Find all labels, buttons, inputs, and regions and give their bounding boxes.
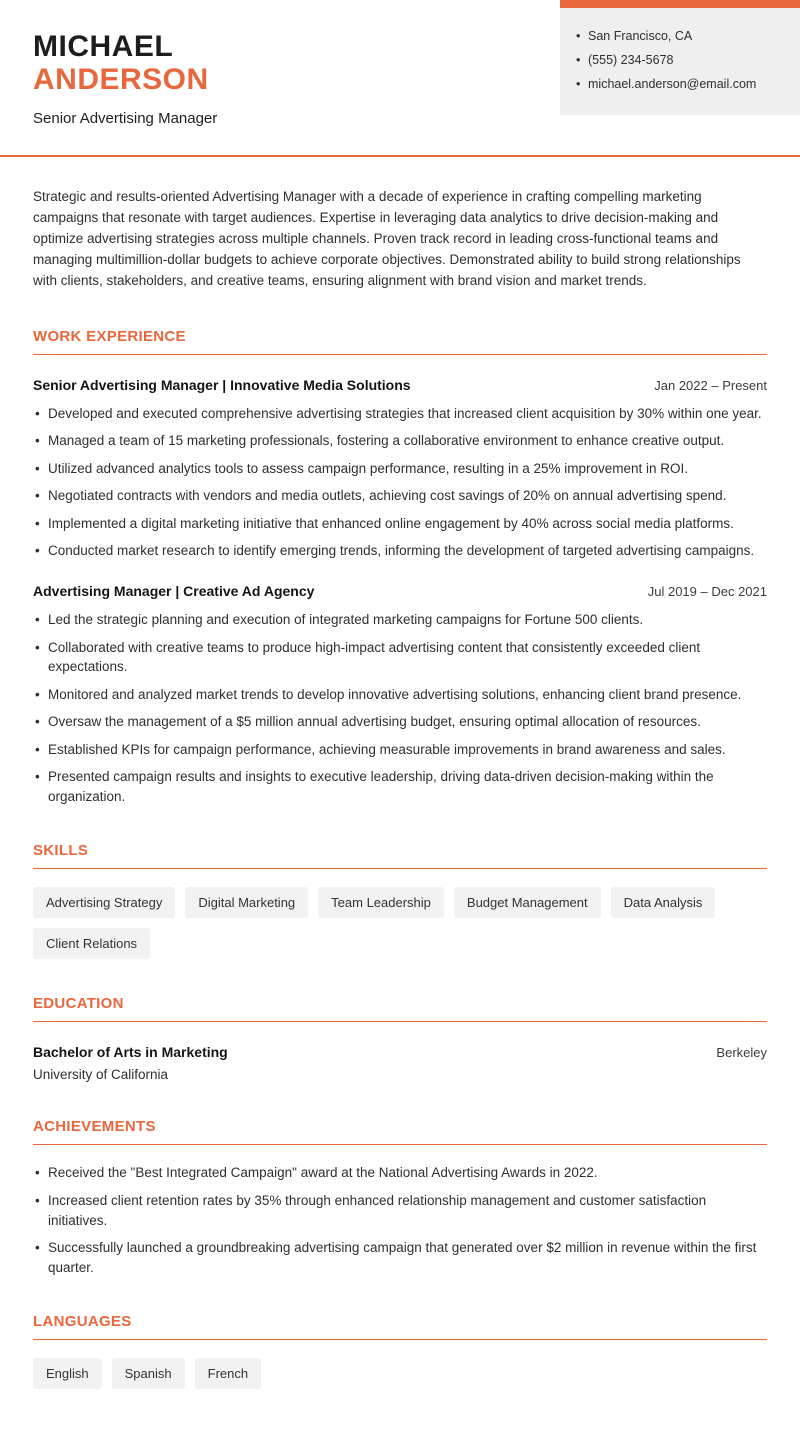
achievements-list [33, 1163, 767, 1277]
job-entry [33, 377, 767, 561]
job-bullet: • Negotiated contracts with vendors and media outlets, achieving cost savings of 20% on annual advertising spend. [33, 486, 767, 506]
achievement-bullet: • Successfully launched a groundbreaking advertising campaign that generated over $2 million in revenue within the first quarter. [33, 1238, 767, 1277]
school-name: University of California [33, 1067, 169, 1083]
skill-chip: Budget Management [454, 887, 601, 918]
contact-panel [560, 8, 800, 115]
job-bullet: • Developed and executed comprehensive advertising strategies that increased client acquisition by 30% within one year. [33, 404, 767, 424]
job-bullet: • Utilized advanced analytics tools to assess campaign performance, resulting in a 25% improvement in ROI. [33, 459, 767, 479]
headline-job-title: Senior Advertising Manager [33, 110, 218, 127]
job-bullet: • Monitored and analyzed market trends to develop innovative advertising solutions, enhancing client brand presence. [33, 685, 767, 705]
job-dates: Jan 2022 – Present [654, 377, 767, 393]
contact-item: • San Francisco, CA [576, 28, 784, 45]
job-bullet: • Conducted market research to identify emerging trends, informing the development of targeted advertising campaigns. [33, 541, 767, 561]
language-chip: English [33, 1358, 102, 1389]
job-entry [33, 583, 767, 807]
job-bullet: • Presented campaign results and insights to executive leadership, driving data-driven decision-making within the organization. [33, 767, 767, 806]
first-name: MICHAEL [33, 30, 174, 63]
last-name: ANDERSON [33, 63, 209, 96]
language-chip: French [195, 1358, 261, 1389]
achievement-bullet: • Received the "Best Integrated Campaign" award at the National Advertising Awards in 2022. [33, 1163, 767, 1183]
contact-box [560, 0, 800, 115]
accent-bar [560, 0, 800, 8]
education-entry-header [33, 1044, 767, 1060]
education-heading: EDUCATION [33, 995, 767, 1022]
job-bullet: • Implemented a digital marketing initiative that enhanced online engagement by 40% across social media platforms. [33, 514, 767, 534]
job-bullet: • Established KPIs for campaign performance, achieving measurable improvements in brand awareness and sales. [33, 740, 767, 760]
job-title: Senior Advertising Manager | Innovative Media Solutions [33, 376, 411, 393]
languages-chip-list [33, 1358, 767, 1389]
achievements-heading: ACHIEVEMENTS [33, 1118, 767, 1145]
language-chip: Spanish [112, 1358, 185, 1389]
header-divider [0, 155, 800, 157]
education-entry [33, 1044, 767, 1082]
job-title: Advertising Manager | Creative Ad Agency [33, 582, 315, 599]
languages-heading: LANGUAGES [33, 1313, 767, 1340]
skill-chip: Team Leadership [318, 887, 444, 918]
job-bullet: • Collaborated with creative teams to produce high-impact advertising content that consistently exceeded client expectations. [33, 638, 767, 677]
degree-name: Bachelor of Arts in Marketing [33, 1044, 228, 1061]
skill-chip: Data Analysis [611, 887, 716, 918]
contact-item: • (555) 234-5678 [576, 52, 784, 69]
resume-content [0, 187, 800, 1429]
skill-chip: Client Relations [33, 928, 150, 959]
section-achievements [33, 1118, 767, 1277]
job-dates: Jul 2019 – Dec 2021 [647, 583, 767, 599]
skills-chip-list [33, 887, 767, 959]
achievement-bullet: • Increased client retention rates by 35% through enhanced relationship management and customer satisfaction initiatives. [33, 1191, 767, 1230]
contact-item: • michael.anderson@email.com [576, 76, 784, 93]
work-experience-heading: WORK EXPERIENCE [33, 328, 767, 355]
job-bullet-list [33, 610, 767, 807]
job-bullet-list [33, 404, 767, 561]
job-bullet: • Oversaw the management of a $5 million annual advertising budget, ensuring optimal allocation of resources. [33, 712, 767, 732]
job-bullet: • Managed a team of 15 marketing professionals, fostering a collaborative environment to enhance creative output. [33, 431, 767, 451]
section-education [33, 995, 767, 1082]
skill-chip: Advertising Strategy [33, 887, 175, 918]
job-header [33, 583, 767, 599]
section-languages [33, 1313, 767, 1389]
skills-heading: SKILLS [33, 842, 767, 869]
skill-chip: Digital Marketing [185, 887, 308, 918]
contact-list [576, 28, 784, 93]
section-skills [33, 842, 767, 959]
education-location: Berkeley [716, 1045, 767, 1061]
job-header [33, 377, 767, 393]
summary-paragraph: Strategic and results-oriented Advertising Manager with a decade of experience in crafting compelling marketing campaigns that resonate with target audiences. Expertise in leveraging data analytics to drive decision-making and optimize advertising strategies across multiple channels. Proven track record in leading cross-functional teams and managing multimillion-dollar budgets to achieve corporate objectives. Demonstrated ability to build strong relationships with clients, stakeholders, and creative teams, ensuring alignment with brand vision and market trends. [33, 189, 741, 288]
job-bullet: • Led the strategic planning and execution of integrated marketing campaigns for Fortune 500 clients. [33, 610, 767, 630]
section-work-experience [33, 328, 767, 807]
